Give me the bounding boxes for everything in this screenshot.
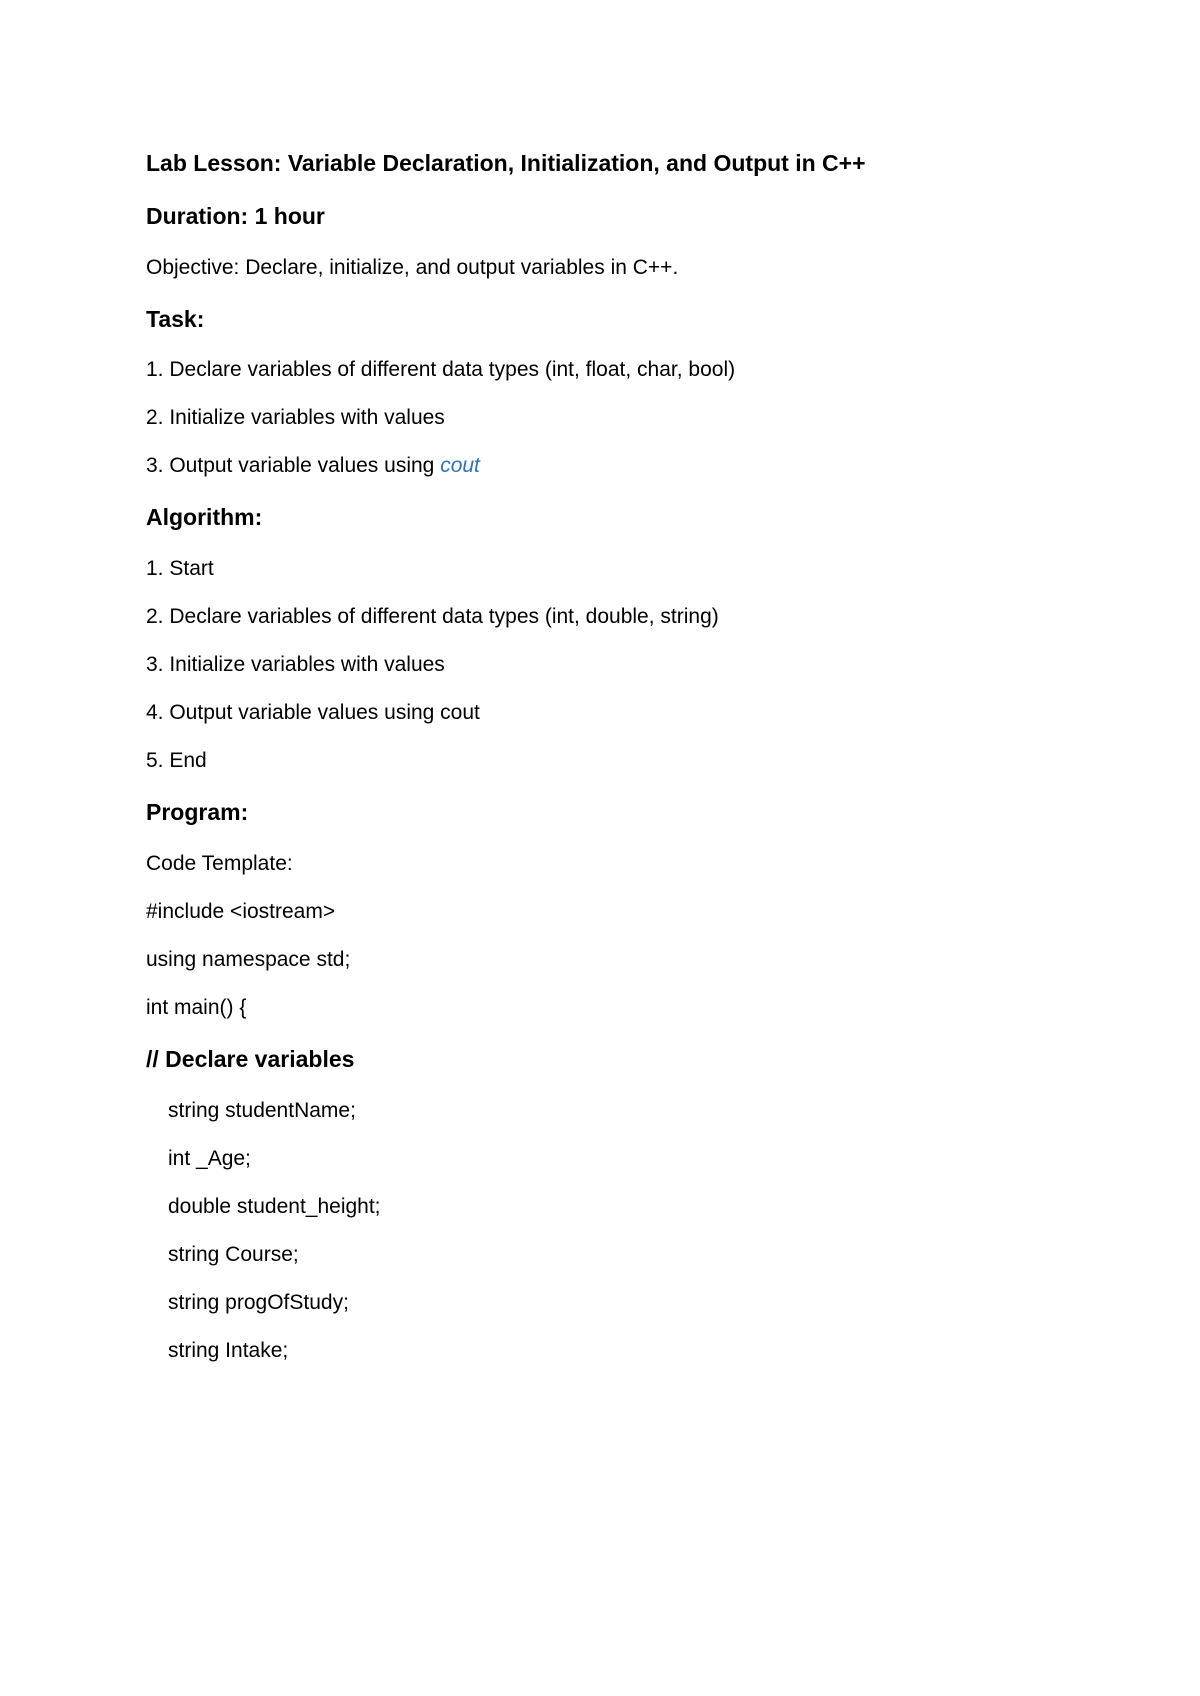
declaration-line: int _Age; — [168, 1147, 251, 1170]
declaration-line: string progOfStudy; — [168, 1291, 349, 1314]
algorithm-step-3: 3. Initialize variables with values — [146, 653, 445, 676]
code-line-main: int main() { — [146, 996, 247, 1019]
task-item-3-text: 3. Output variable values using — [146, 454, 441, 477]
algorithm-step-4: 4. Output variable values using cout — [146, 701, 480, 724]
algorithm-heading: Algorithm: — [146, 504, 263, 530]
task-item-2: 2. Initialize variables with values — [146, 406, 445, 429]
declaration-line: string Intake; — [168, 1339, 289, 1362]
task-item-3 — [146, 452, 480, 480]
task-item-1: 1. Declare variables of different data types (int, float, char, bool) — [146, 358, 736, 381]
algorithm-step-5: 5. End — [146, 749, 207, 772]
cout-keyword-link[interactable]: cout — [440, 454, 480, 477]
declaration-line: string Course; — [168, 1243, 299, 1266]
declaration-line: double student_height; — [168, 1195, 381, 1218]
code-template-label: Code Template: — [146, 852, 293, 875]
code-line-include: #include <iostream> — [146, 900, 336, 923]
task-heading: Task: — [146, 306, 205, 332]
declaration-line: string studentName; — [168, 1099, 356, 1122]
objective-text: Objective: Declare, initialize, and output variables in C++. — [146, 256, 679, 279]
algorithm-step-2: 2. Declare variables of different data types (int, double, string) — [146, 605, 719, 628]
program-heading: Program: — [146, 799, 249, 825]
comment-heading: // Declare variables — [146, 1046, 355, 1072]
code-line-namespace: using namespace std; — [146, 948, 351, 971]
algorithm-step-1: 1. Start — [146, 557, 214, 580]
duration-heading: Duration: 1 hour — [146, 203, 325, 229]
page-title: Lab Lesson: Variable Declaration, Initialization, and Output in C++ — [146, 150, 866, 176]
